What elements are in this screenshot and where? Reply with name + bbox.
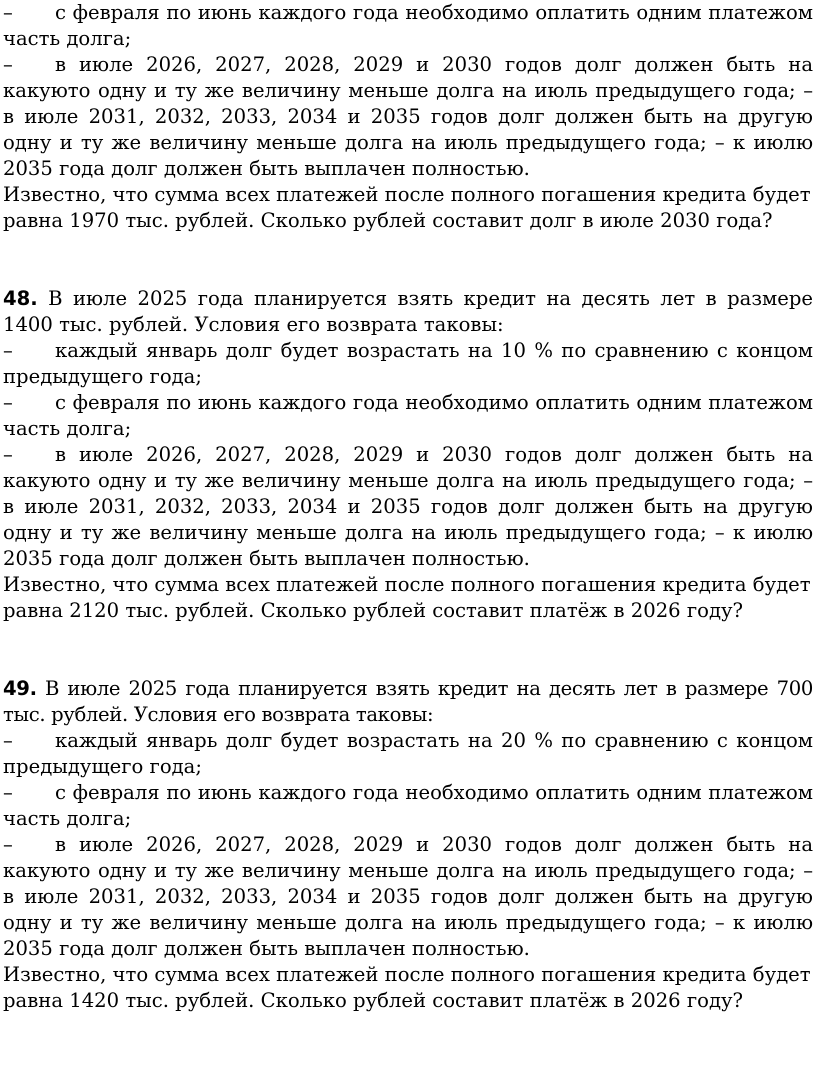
question-text: Известно, что сумма всех платежей после полного погашения кредита будет равна 1420 тыс. рублей. Сколько рублей составит платёж в 2026 году?	[3, 963, 811, 1012]
dash-marker: –	[3, 443, 13, 466]
question-text: Известно, что сумма всех платежей после полного погашения кредита будет равна 1970 тыс. рублей. Сколько рублей составит долг в июле 2030 года?	[3, 183, 811, 232]
problem-lead-text: В июле 2025 года планируется взять кредит на десять лет в размере 700 тыс. рублей. Условия его возврата таковы:	[3, 677, 813, 726]
problem-lead-text: В июле 2025 года планируется взять кредит на десять лет в размере 1400 тыс. рублей. Условия его возврата таковы:	[3, 287, 813, 336]
condition-text: в июле 2026, 2027, 2028, 2029 и 2030 годов долг должен быть на какуюто одну и ту же величину меньше долга на июль предыдущего года; – в июле 2031, 2032, 2033, 2034 и 2035 годов долг должен быть на другую одну и ту же величину меньше долга на июль предыдущего года; – к июлю 2035 года долг должен быть выплачен полностью.	[3, 443, 813, 570]
spacer	[3, 624, 813, 676]
condition-text: с февраля по июнь каждого года необходимо оплатить одним платежом часть долга;	[3, 781, 813, 830]
condition-item	[3, 728, 813, 780]
dash-marker: –	[3, 1, 13, 24]
condition-item	[3, 338, 813, 390]
condition-item	[3, 832, 813, 962]
dash-marker: –	[3, 53, 13, 76]
problem-number: 49.	[3, 677, 37, 700]
problem-lead	[3, 286, 813, 338]
problem-49	[3, 676, 813, 1014]
condition-text: каждый январь долг будет возрастать на 10 % по сравнению с концом предыдущего года;	[3, 339, 813, 388]
problem-lead	[3, 676, 813, 728]
document-page	[3, 0, 813, 1014]
question-text: Известно, что сумма всех платежей после полного погашения кредита будет равна 2120 тыс. рублей. Сколько рублей составит платёж в 2026 году?	[3, 573, 811, 622]
condition-item	[3, 0, 813, 52]
condition-item	[3, 442, 813, 572]
problem-48	[3, 286, 813, 624]
dash-marker: –	[3, 339, 13, 362]
dash-marker: –	[3, 391, 13, 414]
condition-item	[3, 390, 813, 442]
condition-item	[3, 52, 813, 182]
condition-item	[3, 780, 813, 832]
dash-marker: –	[3, 729, 13, 752]
dash-marker: –	[3, 781, 13, 804]
dash-marker: –	[3, 833, 13, 856]
spacer	[3, 234, 813, 286]
condition-text: в июле 2026, 2027, 2028, 2029 и 2030 годов долг должен быть на какуюто одну и ту же величину меньше долга на июль предыдущего года; – в июле 2031, 2032, 2033, 2034 и 2035 годов долг должен быть на другую одну и ту же величину меньше долга на июль предыдущего года; – к июлю 2035 года долг должен быть выплачен полностью.	[3, 53, 813, 180]
condition-text: в июле 2026, 2027, 2028, 2029 и 2030 годов долг должен быть на какуюто одну и ту же величину меньше долга на июль предыдущего года; – в июле 2031, 2032, 2033, 2034 и 2035 годов долг должен быть на другую одну и ту же величину меньше долга на июль предыдущего года; – к июлю 2035 года долг должен быть выплачен полностью.	[3, 833, 813, 960]
condition-text: с февраля по июнь каждого года необходимо оплатить одним платежом часть долга;	[3, 1, 813, 50]
problem-number: 48.	[3, 287, 38, 310]
condition-text: с февраля по июнь каждого года необходимо оплатить одним платежом часть долга;	[3, 391, 813, 440]
condition-text: каждый январь долг будет возрастать на 20 % по сравнению с концом предыдущего года;	[3, 729, 813, 778]
problem-47-continuation	[3, 0, 813, 234]
